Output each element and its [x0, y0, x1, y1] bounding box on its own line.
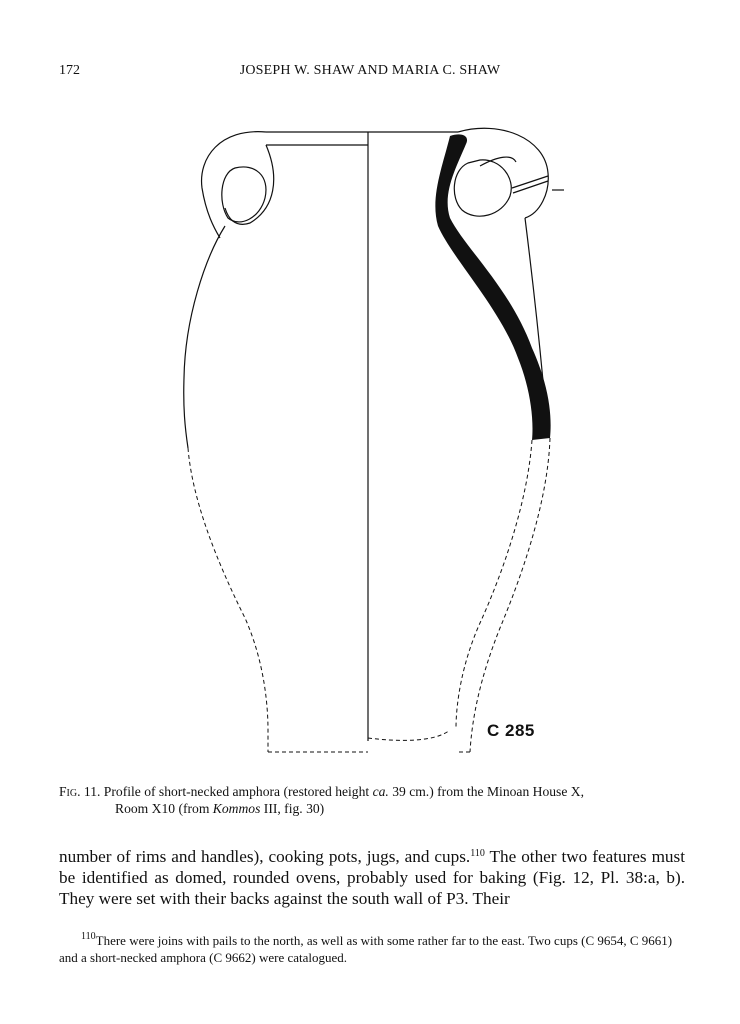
right-inner-body: [456, 440, 532, 728]
left-handle-hole: [222, 167, 266, 222]
caption-text-1: Profile of short-necked amphora (restored height: [100, 784, 373, 799]
body-paragraph: [59, 846, 685, 909]
inner-base-line: [368, 730, 450, 740]
left-lower-body: [188, 448, 268, 752]
caption-label: Fig. 11.: [59, 784, 101, 799]
specimen-label: C 285: [487, 721, 535, 740]
caption-text-4: III, fig. 30): [260, 801, 325, 816]
footnote-text: There were joins with pails to the north, as well as with some rather far to the east. Two cups (C 9654, C 9661) and a short-necked amphora (C 9662) were catalogued.: [59, 933, 673, 965]
amphora-svg: [180, 118, 580, 768]
running-head: JOSEPH W. SHAW AND MARIA C. SHAW: [239, 63, 501, 78]
right-handle: [458, 128, 548, 218]
caption-kommos: Kommos: [212, 801, 261, 816]
right-handle-hole: [454, 160, 511, 216]
left-body-outline: [184, 226, 225, 448]
caption-ca: ca.: [372, 784, 389, 799]
footnote-reference: 110: [470, 848, 485, 859]
caption-text-3: Room X10 (from: [115, 801, 213, 816]
body-text-1: number of rims and handles), cooking pots, jugs, and cups.: [59, 847, 471, 866]
body-text-2: The other two features must be identified as domed, rounded ovens, probably used for baking (Fig. 12, Pl. 38:a, b). They were set with their backs against the south wall of P3. Their: [59, 847, 685, 908]
footnote-number: 110: [81, 931, 96, 942]
page-number: 172: [59, 63, 80, 78]
footnote: [59, 932, 687, 966]
figure-caption: [59, 783, 687, 817]
caption-text-2: 39 cm.) from the Minoan House X,: [388, 784, 584, 799]
amphora-profile-drawing: [180, 118, 580, 768]
caption-second-line: [59, 800, 687, 817]
right-lower-body: [470, 438, 550, 752]
right-handle-break: [480, 157, 548, 193]
